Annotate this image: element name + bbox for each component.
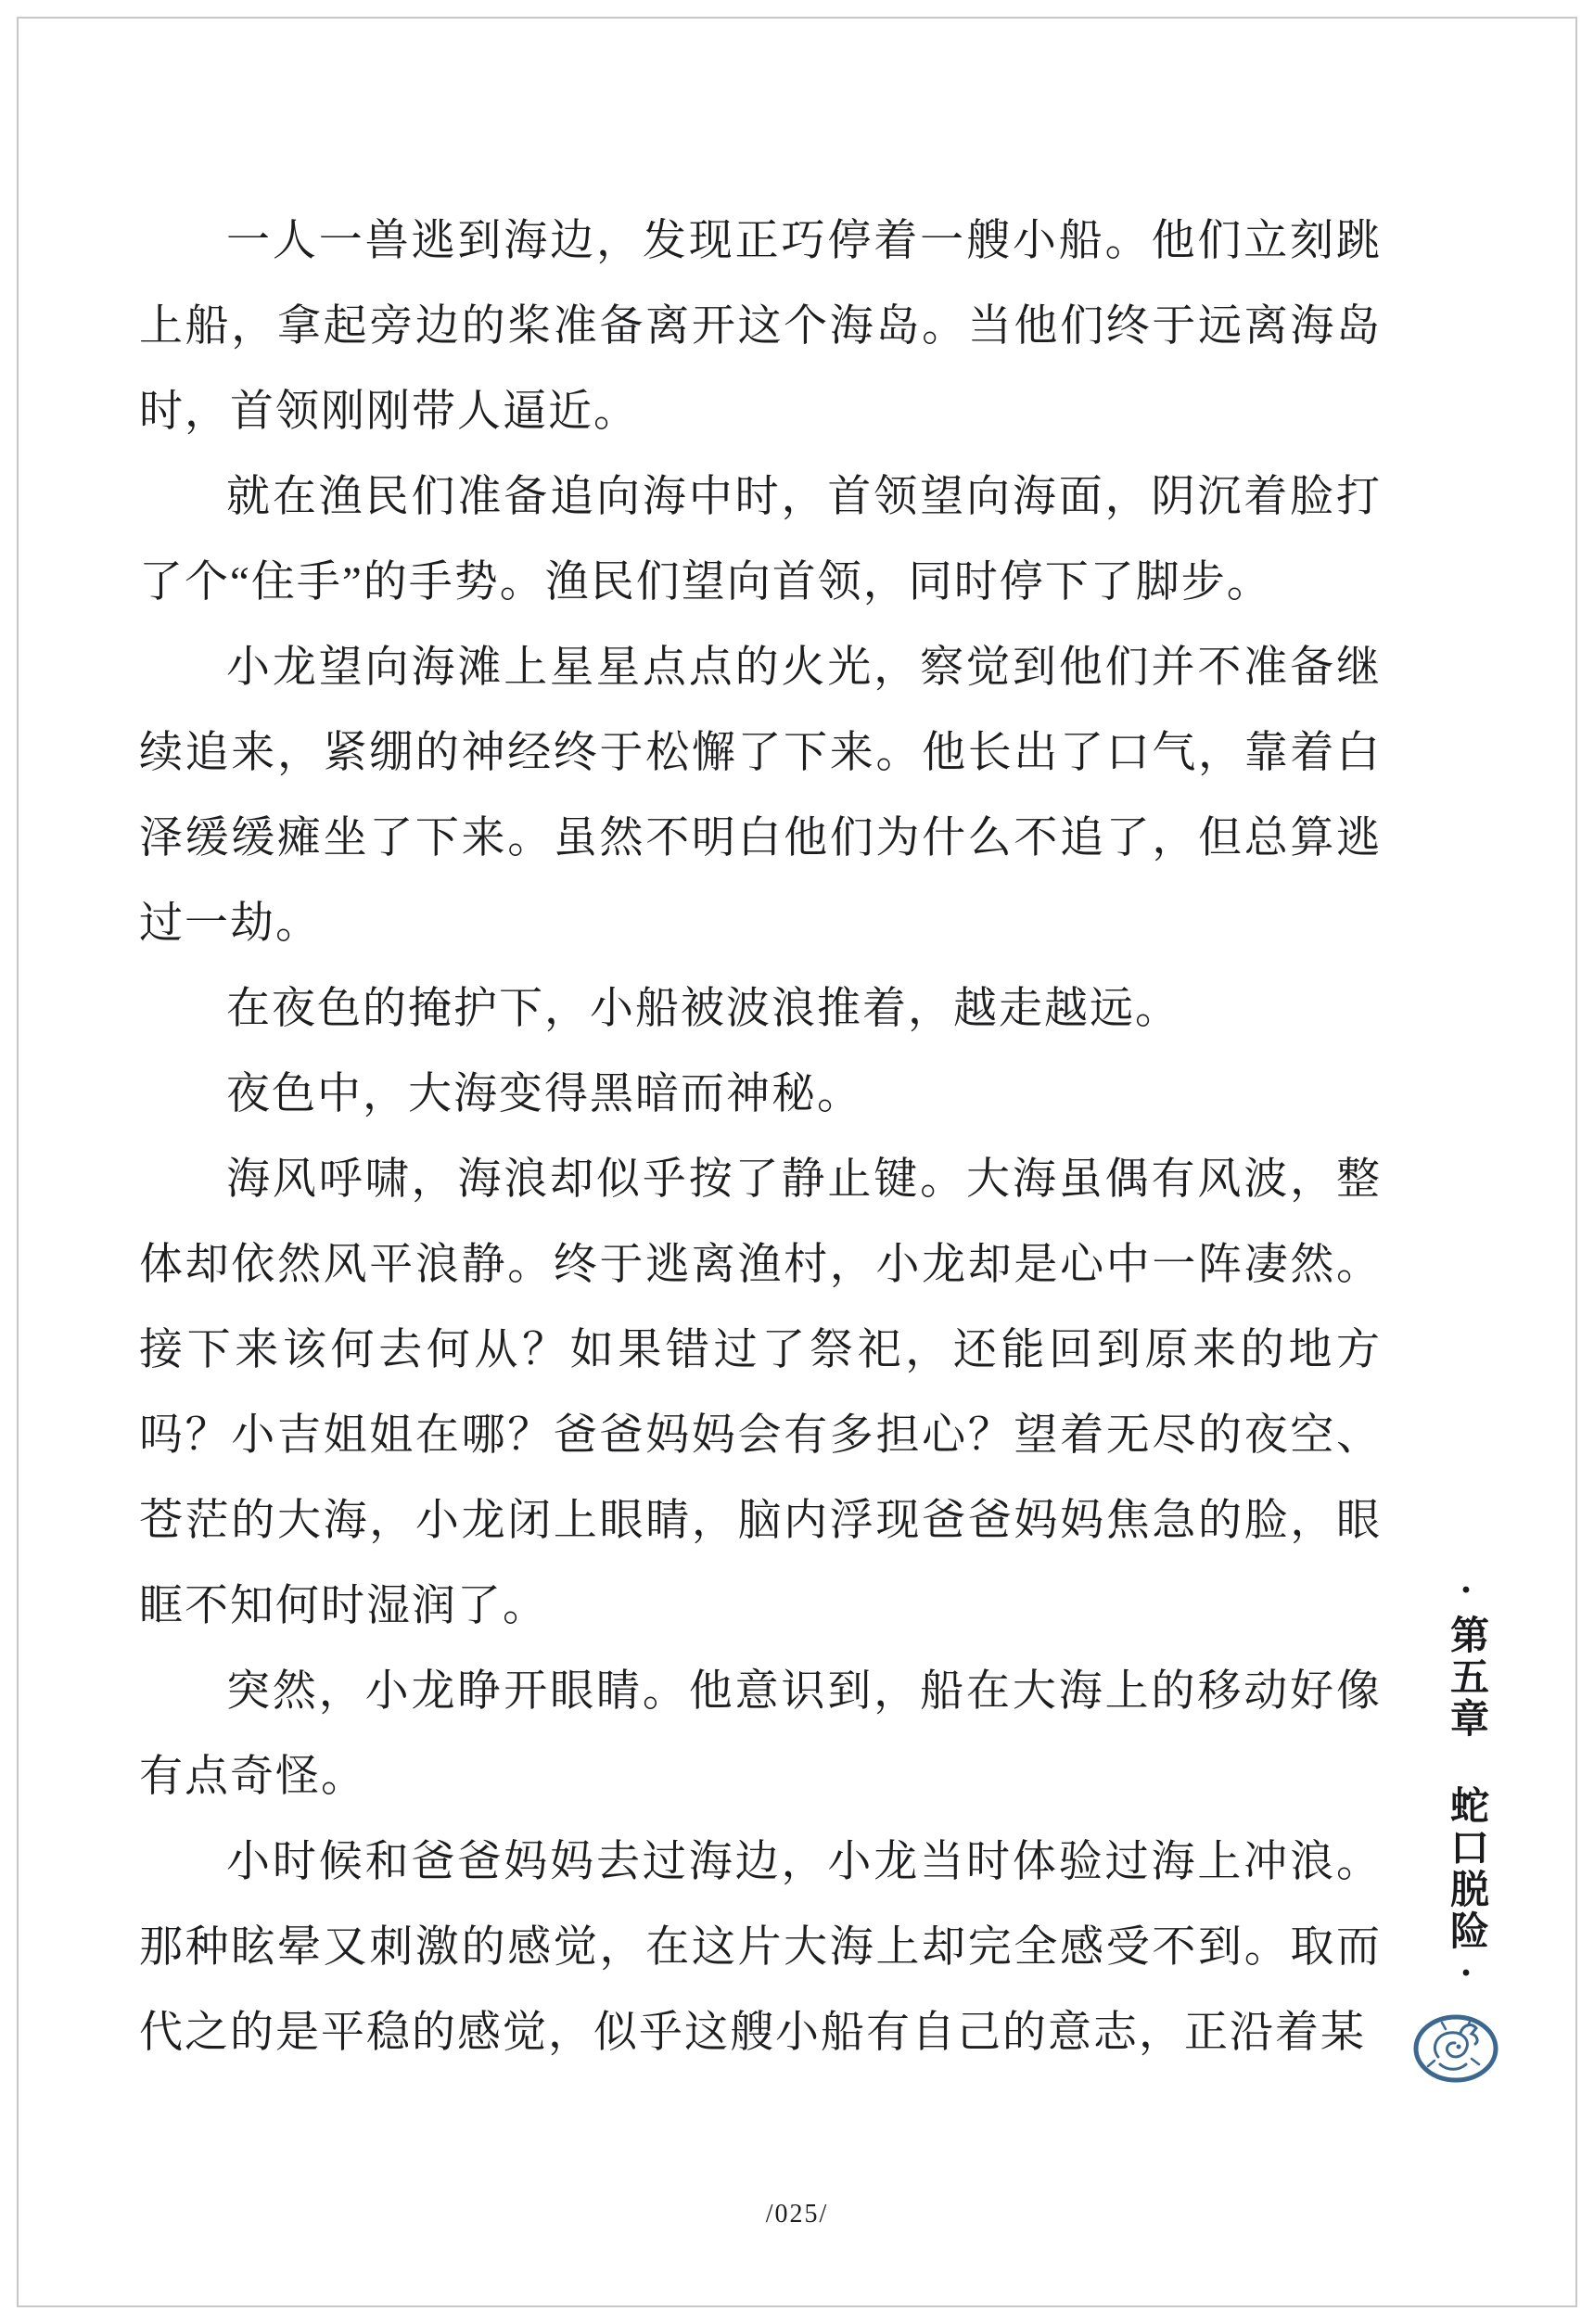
paragraph: 在夜色的掩护下，小船被波浪推着，越走越远。 [226, 985, 1180, 1033]
page-number: /025/ [765, 2200, 829, 2228]
paragraph: 夜色中，大海变得黑暗而神秘。 [226, 1070, 862, 1118]
body-text [139, 198, 1382, 2075]
paragraph: 小龙望向海滩上星星点点的火光，察觉到他们并不准备继续追来，紧绷的神经终于松懈了下来。他长出了口气，靠着白泽缓缓瘫坐了下来。虽然不明白他们为什么不追了，但总算逃过一劫。 [139, 644, 1382, 948]
paragraph: 突然，小龙睁开眼睛。他意识到，船在大海上的移动好像有点奇怪。 [139, 1667, 1382, 1801]
paragraph: 小时候和爸爸妈妈去过海边，小龙当时体验过海上冲浪。那种眩晕又刺激的感觉，在这片大海上却完全感受不到。取而代之的是平稳的感觉，似乎这艘小船有自己的意志，正沿着某 [139, 1838, 1382, 2057]
dragon-seal-icon [1412, 2012, 1499, 2085]
paragraph: 就在渔民们准备追向海中时，首领望向海面，阴沉着脸打了个“住手”的手势。渔民们望向首领，同时停下了脚步。 [139, 473, 1382, 607]
chapter-title-vertical: ·第五章 蛇口脱险· [1445, 1569, 1487, 1998]
paragraph: 海风呼啸，海浪却似乎按了静止键。大海虽偶有风波，整体却依然风平浪静。终于逃离渔村，小龙却是心中一阵凄然。接下来该何去何从？如果错过了祭祀，还能回到原来的地方吗？小吉姐姐在哪？爸爸妈妈会有多担心？望着无尽的夜空、苍茫的大海，小龙闭上眼睛，脑内浮现爸爸妈妈焦急的脸，眼眶不知何时湿润了。 [139, 1156, 1382, 1630]
paragraph: 一人一兽逃到海边，发现正巧停着一艘小船。他们立刻跳上船，拿起旁边的桨准备离开这个海岛。当他们终于远离海岛时，首领刚刚带人逼近。 [139, 217, 1382, 436]
